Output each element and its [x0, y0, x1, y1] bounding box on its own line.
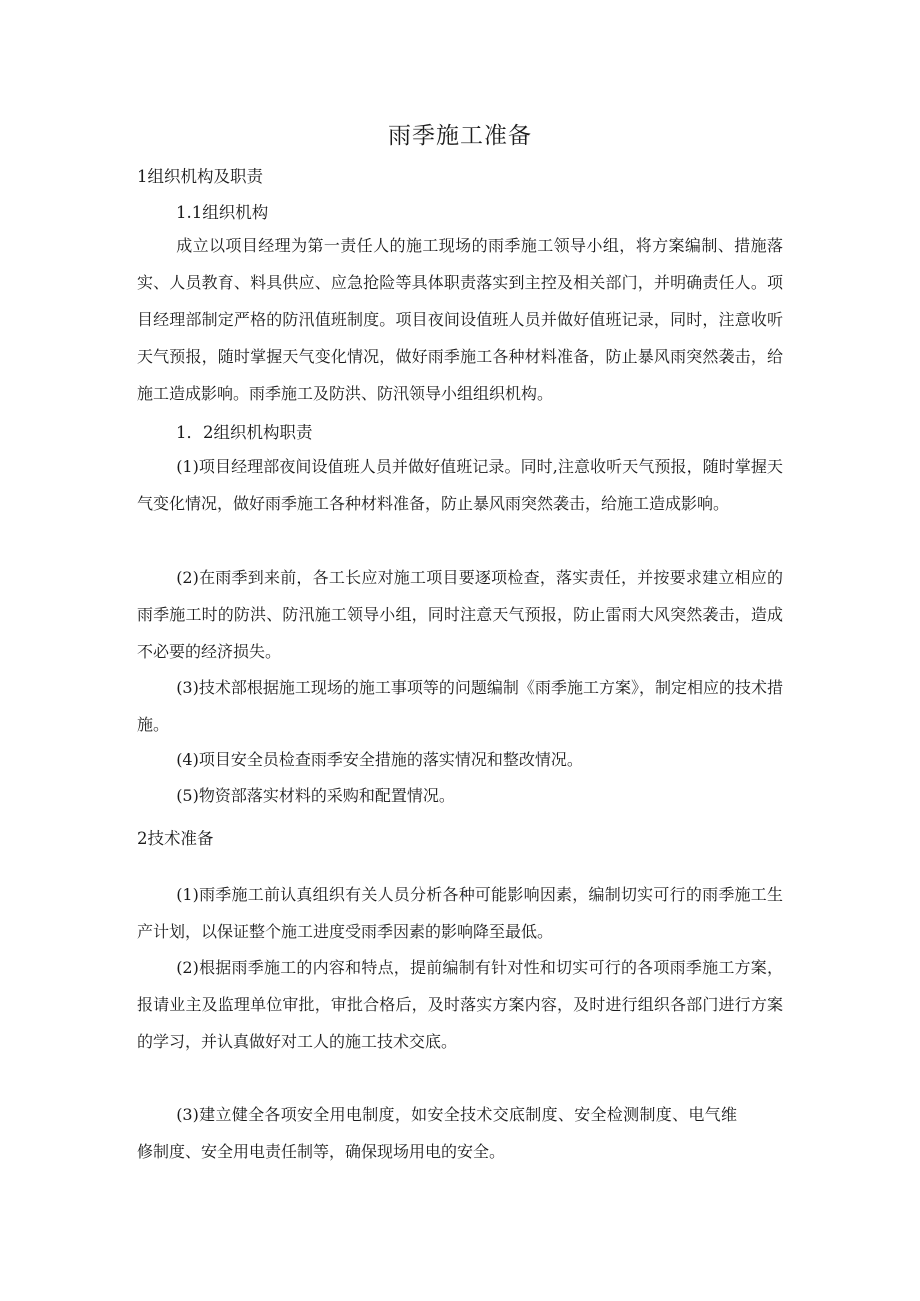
list-item: (3)技术部根据施工现场的施工事项等的问题编制《雨季施工方案》，制定相应的技术措施。	[137, 678, 783, 734]
subsection-1-1-paragraph: 成立以项目经理为第一责任人的施工现场的雨季施工领导小组，将方案编制、措施落实、人员教育、料具供应、应急抢险等具体职责落实到主控及相关部门，并明确责任人。项目经理部制定严格的防汛值班制度。项目夜间设值班人员并做好值班记录，同时，注意收听天气预报，随时掌握天气变化情况，做好雨季施工各种材料准备，防止暴风雨突然袭击，给施工造成影响。雨季施工及防洪、防汛领导小组组织机构。	[137, 236, 783, 403]
section-2-heading: 2技术准备	[137, 829, 214, 848]
subsection-1-1-heading: 1.1组织机构	[176, 203, 269, 222]
list-item: (1)项目经理部夜间设值班人员并做好值班记录。同时,注意收听天气预报，随时掌握天气变化情况，做好雨季施工各种材料准备，防止暴风雨突然袭击，给施工造成影响。	[137, 457, 783, 513]
list-item: (3)建立健全各项安全用电制度，如安全技术交底制度、安全检测制度、电气维修制度、安全用电责任制等，确保现场用电的安全。	[137, 1105, 737, 1161]
page-title: 雨季施工准备	[388, 123, 532, 149]
list-item: (2)根据雨季施工的内容和特点，提前编制有针对性和切实可行的各项雨季施工方案，报请业主及监理单位审批，审批合格后，及时落实方案内容，及时进行组织各部门进行方案的学习，并认真做好对工人的施工技术交底。	[137, 958, 783, 1051]
list-item: (5)物资部落实材料的采购和配置情况。	[176, 786, 455, 805]
subsection-1-2-heading: 1．2组织机构职责	[176, 423, 313, 442]
list-item: (4)项目安全员检查雨季安全措施的落实情况和整改情况。	[176, 750, 583, 769]
section-1-heading: 1组织机构及职责	[137, 167, 263, 186]
list-item: (2)在雨季到来前，各工长应对施工项目要逐项检查，落实责任，并按要求建立相应的雨季施工时的防洪、防汛施工领导小组，同时注意天气预报，防止雷雨大风突然袭击，造成不必要的经济损失。	[137, 568, 783, 661]
list-item: (1)雨季施工前认真组织有关人员分析各种可能影响因素，编制切实可行的雨季施工生产计划，以保证整个施工进度受雨季因素的影响降至最低。	[137, 885, 783, 941]
